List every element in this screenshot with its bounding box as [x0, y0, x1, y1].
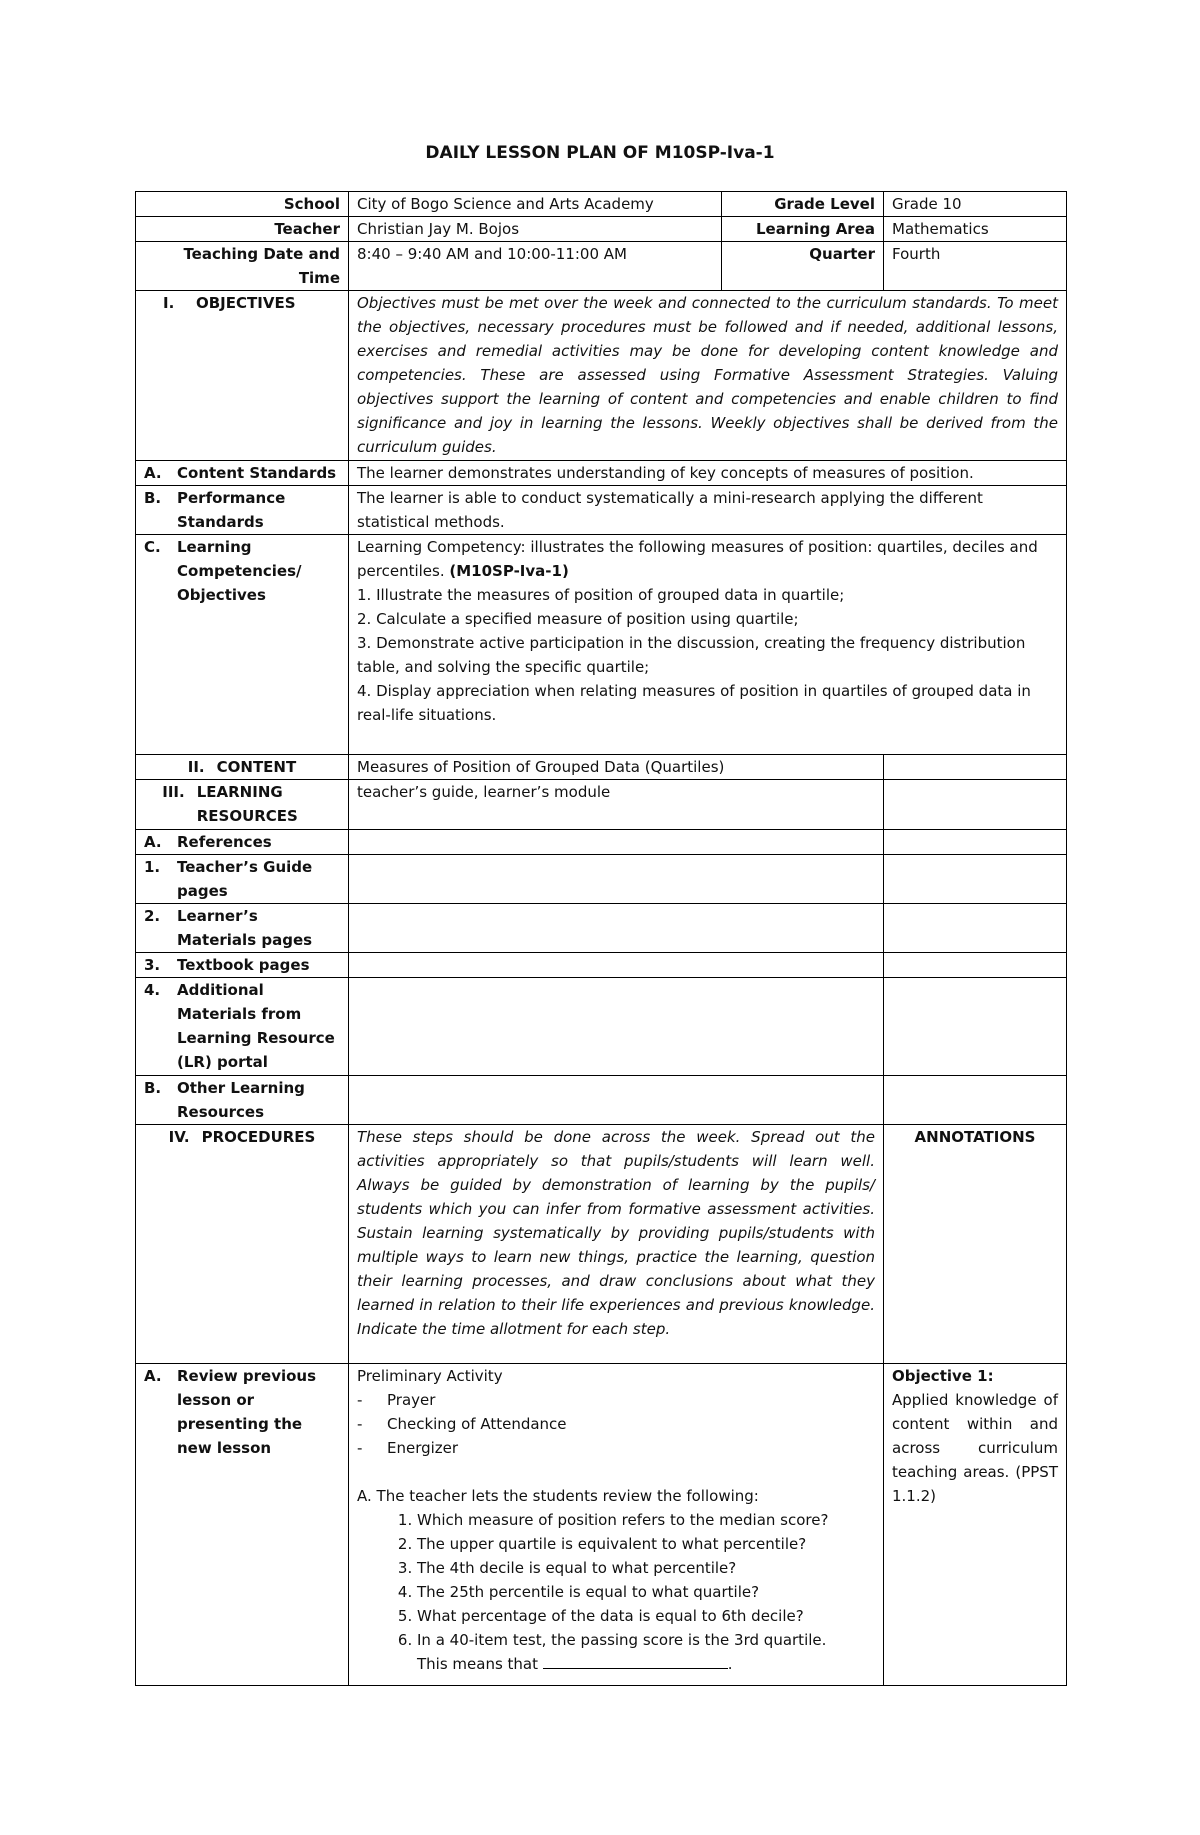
objectives-row: [136, 291, 1067, 461]
quarter-value: Fourth: [884, 242, 1067, 291]
grade-level-value: Grade 10: [884, 192, 1067, 217]
content-standards-num: A.: [144, 464, 162, 482]
procedures-label: PROCEDURES: [201, 1128, 316, 1146]
objectives-label: OBJECTIVES: [196, 294, 296, 312]
resource-label: Learner’s Materials pages: [177, 907, 313, 949]
content-row: [136, 755, 1067, 780]
list-item: - Energizer: [387, 1436, 875, 1460]
content-text: Measures of Position of Grouped Data (Quartiles): [349, 755, 884, 780]
resource-num: A.: [144, 833, 162, 851]
answer-blank: [543, 1652, 728, 1669]
list-item: 5. What percentage of the data is equal to 6th decile?: [417, 1604, 875, 1628]
page-title: DAILY LESSON PLAN OF M10SP-Iva-1: [425, 143, 775, 163]
competencies-intro: Learning Competency: illustrates the following measures of position: quartiles, deciles and percentiles.: [357, 538, 1038, 580]
teacher-row: [136, 217, 1067, 242]
list-item: 3. The 4th decile is equal to what percentile?: [417, 1556, 875, 1580]
performance-standards-text: The learner is able to conduct systematically a mini-research applying the different statistical methods.: [349, 486, 1067, 535]
objectives-heading: [136, 291, 349, 461]
learning-area-label: Learning Area: [722, 217, 884, 242]
annotation-cell: [884, 1364, 1067, 1686]
annotations-header: ANNOTATIONS: [884, 1125, 1067, 1364]
competency-item: 1. Illustrate the measures of position of grouped data in quartile;: [357, 586, 845, 604]
teacher-label: Teacher: [136, 217, 349, 242]
content-num: II.: [187, 758, 205, 776]
content-standards-row: [136, 461, 1067, 486]
quarter-label: Quarter: [722, 242, 884, 291]
competency-item: 4. Display appreciation when relating measures of position in quartiles of grouped data in real-life situations.: [357, 682, 1031, 724]
date-row: [136, 242, 1067, 291]
list-item: 4. The 25th percentile is equal to what quartile?: [417, 1580, 875, 1604]
resource-label: Teacher’s Guide pages: [177, 858, 313, 900]
question-end: .: [727, 1655, 733, 1673]
resource-num: 4.: [144, 981, 161, 999]
competencies-label: Learning Competencies/ Objectives: [177, 538, 302, 604]
procedures-text: These steps should be done across the week. Spread out the activities appropriately so that pupils/students will learn well. Always be guided by demonstration of learning by the pupils/ students which you can infer from formative assessment activities. Sustain learning systematically by providing pupils/students with multiple ways to learn new things, practice the learning, question their learning processes, and draw conclusions about what they learned in relation to their life experiences and previous knowledge. Indicate the time allotment for each step.: [349, 1125, 884, 1364]
learning-area-value: Mathematics: [884, 217, 1067, 242]
preliminary-activity-list: [357, 1388, 875, 1460]
learning-resources-num: III.: [162, 783, 185, 801]
procedures-num: IV.: [168, 1128, 190, 1146]
review-num: A.: [144, 1367, 162, 1385]
learning-resources-text: teacher’s guide, learner’s module: [349, 780, 884, 830]
preliminary-activity-label: Preliminary Activity: [357, 1367, 503, 1385]
competency-item: 3. Demonstrate active participation in the discussion, creating the frequency distribution table, and solving the specific quartile;: [357, 634, 1026, 676]
competencies-row: [136, 535, 1067, 755]
list-item: 1. Which measure of position refers to the median score?: [417, 1508, 875, 1532]
content-standards-text: The learner demonstrates understanding of key concepts of measures of position.: [349, 461, 1067, 486]
learning-resources-row: [136, 780, 1067, 830]
other-resources-row: [136, 1076, 1067, 1125]
resource-num: 2.: [144, 907, 161, 925]
resource-num: B.: [144, 1079, 162, 1097]
teachers-guide-row: [136, 855, 1067, 904]
review-row: [136, 1364, 1067, 1686]
resource-label: Other Learning Resources: [177, 1079, 305, 1121]
school-value: City of Bogo Science and Arts Academy: [349, 192, 722, 217]
procedures-row: [136, 1125, 1067, 1364]
performance-standards-row: [136, 486, 1067, 535]
teaching-date-label: Teaching Date and Time: [136, 242, 349, 291]
school-label: School: [136, 192, 349, 217]
performance-standards-num: B.: [144, 489, 162, 507]
resource-label: References: [177, 833, 272, 851]
additional-materials-row: [136, 978, 1067, 1076]
content-label: CONTENT: [216, 758, 297, 776]
review-questions: [357, 1508, 875, 1676]
lesson-plan-table: [135, 191, 1067, 1686]
references-row: [136, 830, 1067, 855]
competency-code: (M10SP-Iva-1): [449, 562, 569, 580]
review-content: [349, 1364, 884, 1686]
question-tail: This means that: [417, 1655, 539, 1673]
review-intro: A. The teacher lets the students review the following:: [357, 1487, 759, 1505]
learners-materials-row: [136, 904, 1067, 953]
teacher-value: Christian Jay M. Bojos: [349, 217, 722, 242]
resource-label: Textbook pages: [177, 956, 310, 974]
competency-item: 2. Calculate a specified measure of position using quartile;: [357, 610, 799, 628]
resource-label: Additional Materials from Learning Resource (LR) portal: [177, 981, 335, 1071]
question-text: In a 40-item test, the passing score is the 3rd quartile.: [417, 1631, 827, 1649]
resource-num: 1.: [144, 858, 161, 876]
learning-resources-label: LEARNING RESOURCES: [196, 783, 298, 825]
textbook-pages-row: [136, 953, 1067, 978]
list-item: [417, 1628, 875, 1676]
teaching-date-value: 8:40 – 9:40 AM and 10:00-11:00 AM: [349, 242, 722, 291]
list-item: - Checking of Attendance: [387, 1412, 875, 1436]
competencies-text: [349, 535, 1067, 755]
review-label: Review previous lesson or presenting the new lesson: [177, 1367, 317, 1457]
content-standards-label: Content Standards: [177, 464, 337, 482]
grade-level-label: Grade Level: [722, 192, 884, 217]
objectives-num: I.: [163, 294, 175, 312]
performance-standards-label: Performance Standards: [177, 489, 286, 531]
objectives-text: Objectives must be met over the week and connected to the curriculum standards. To meet the objectives, necessary procedures must be followed and if needed, additional lessons, exercises and remedial activities may be done for developing content knowledge and competencies. These are assessed using Formative Assessment Strategies. Valuing objectives support the learning of content and competencies and enable children to find significance and joy in learning the lessons. Weekly objectives shall be derived from the curriculum guides.: [349, 291, 1067, 461]
list-item: - Prayer: [387, 1388, 875, 1412]
school-row: [136, 192, 1067, 217]
competencies-num: C.: [144, 538, 161, 556]
resource-num: 3.: [144, 956, 161, 974]
list-item: 2. The upper quartile is equivalent to what percentile?: [417, 1532, 875, 1556]
annotation-text: Applied knowledge of content within and across curriculum teaching areas. (PPST 1.1.2): [892, 1391, 1058, 1505]
annotation-title: Objective 1:: [892, 1367, 994, 1385]
